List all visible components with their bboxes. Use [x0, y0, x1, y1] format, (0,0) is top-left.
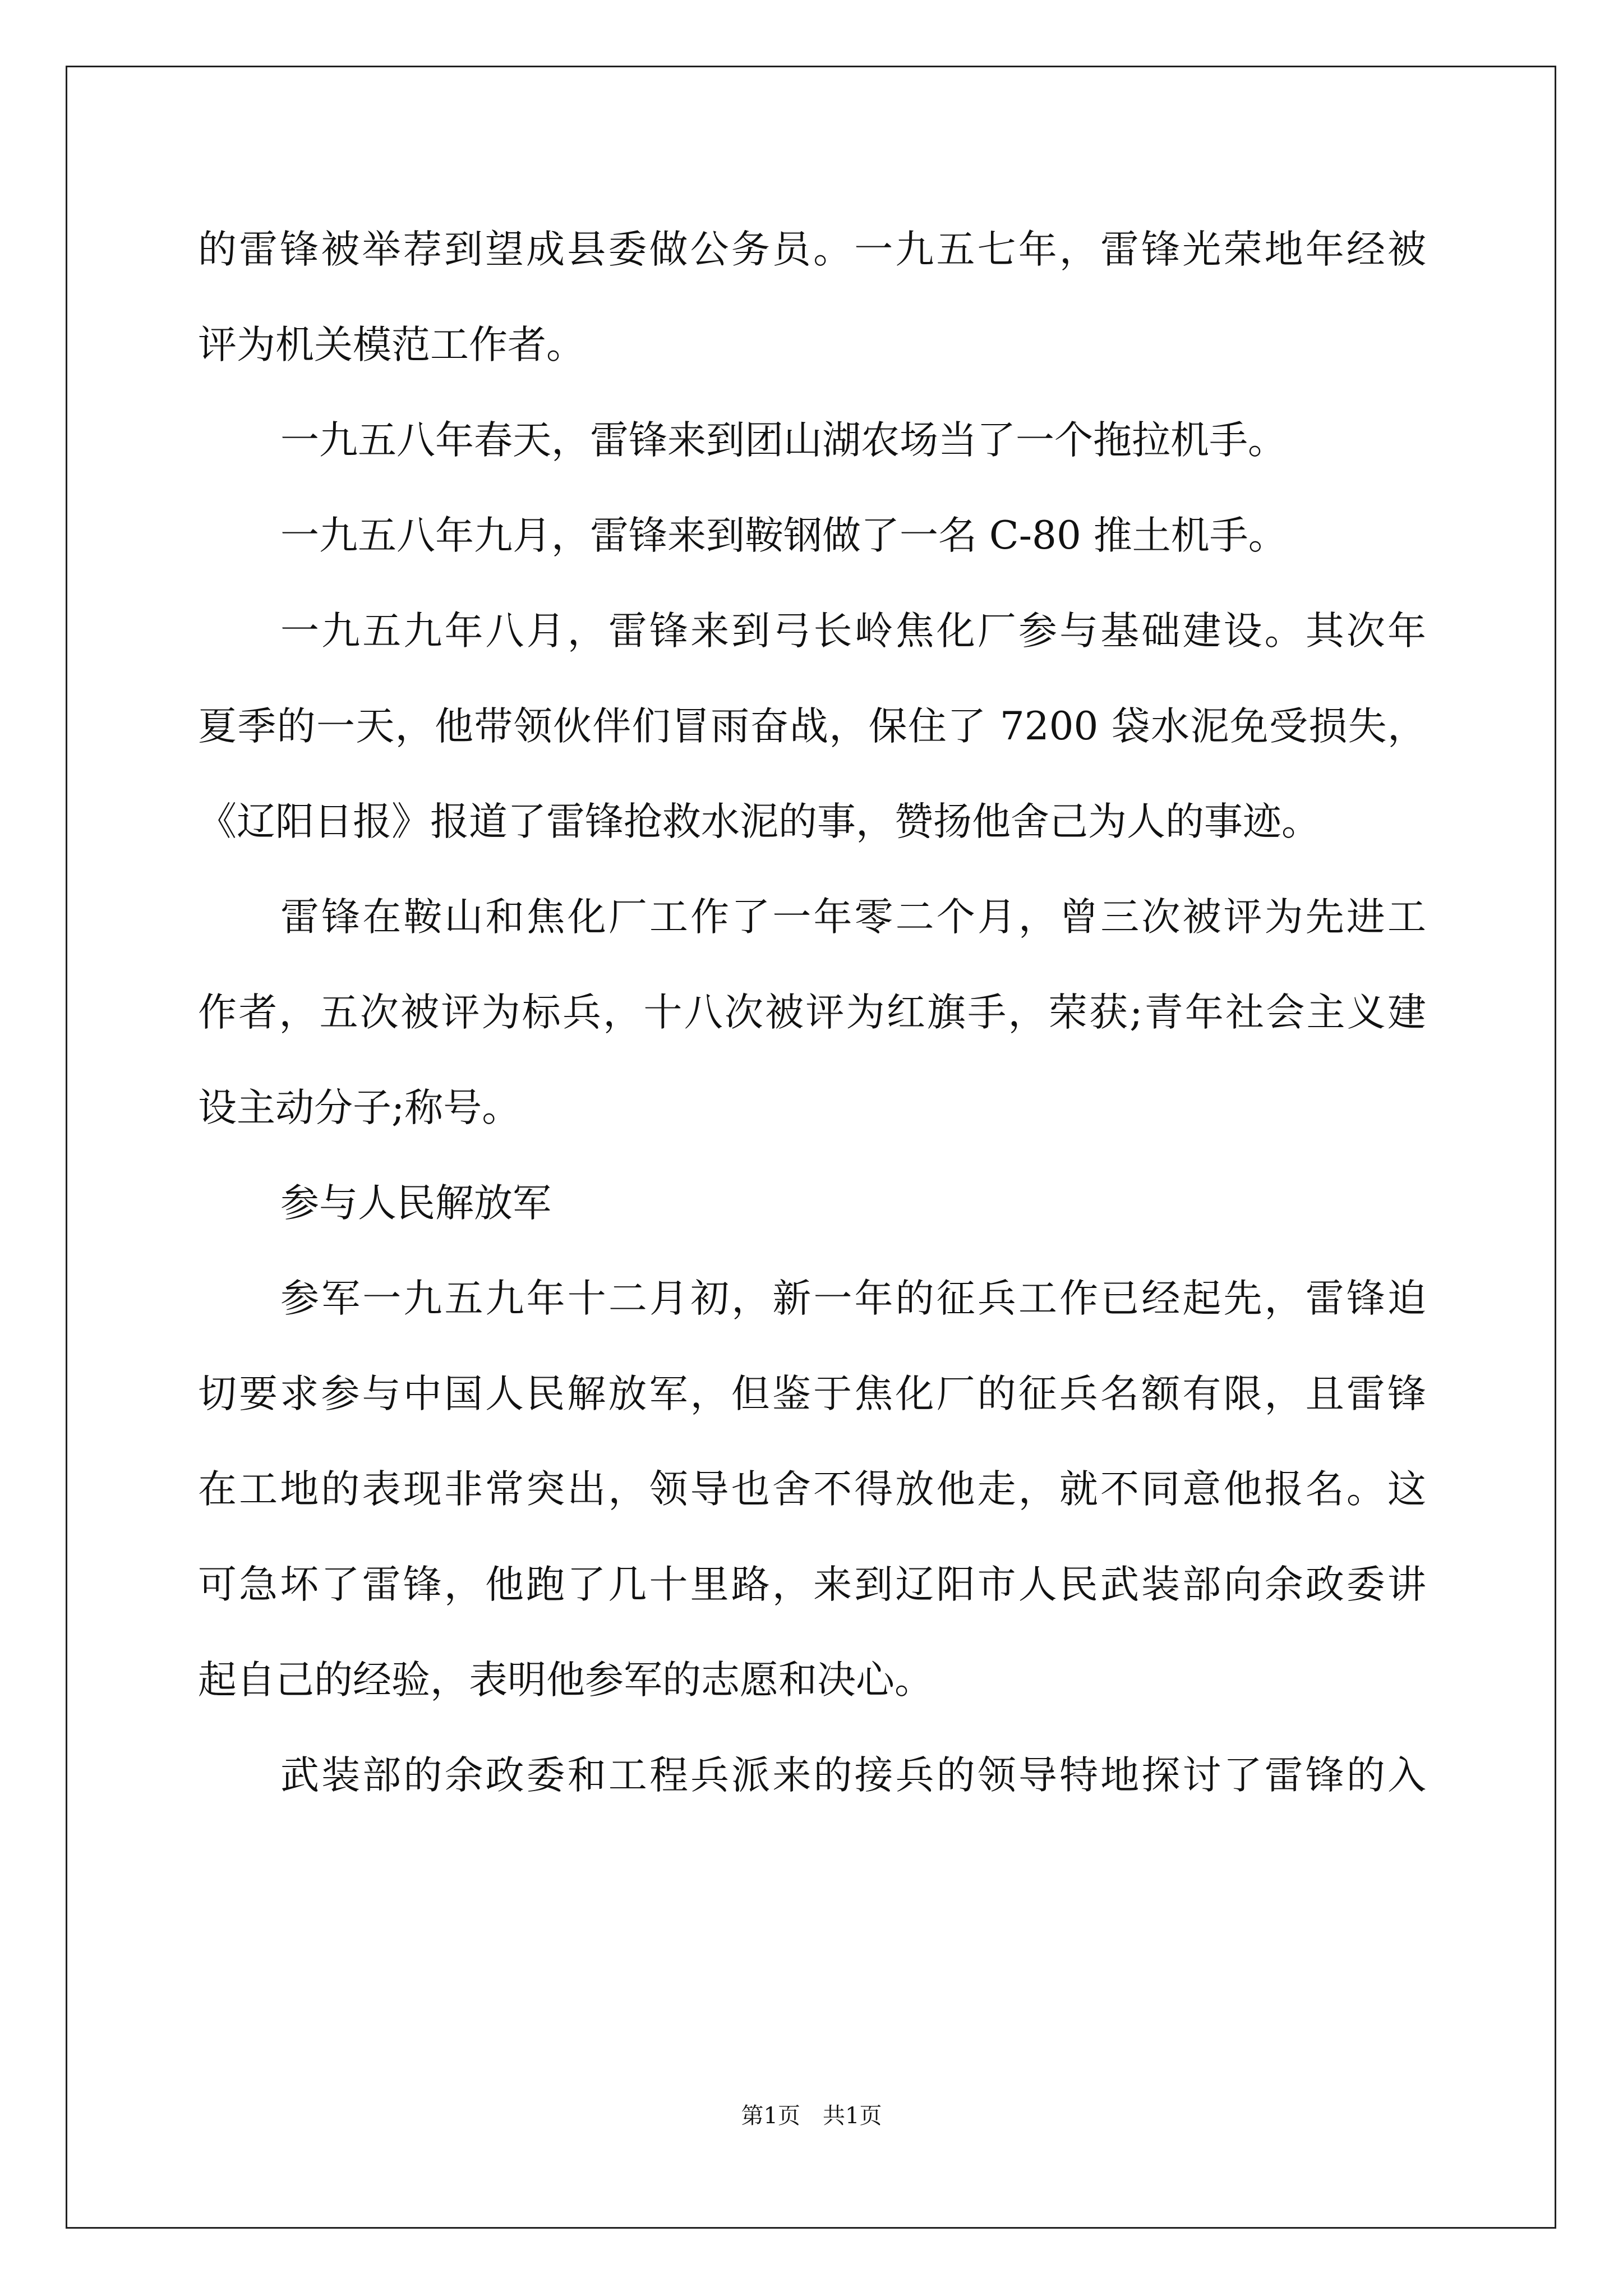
text-line: 起自己的经验，表明他参军的志愿和决心。: [198, 1658, 933, 1703]
section-heading: 参与人民解放军: [280, 1181, 551, 1226]
text-line: 夏季的一天，他带领伙伴们冒雨奋战，保住了 7200 袋水泥免受损失，: [198, 704, 1426, 749]
page-footer: [0, 2098, 1623, 2130]
document-body: [198, 202, 1426, 1823]
text-line: 一九五九年八月，雷锋来到弓长岭焦化厂参与基础建设。其次年: [280, 609, 1426, 654]
text-line: 一九五八年九月，雷锋来到鞍钢做了一名 C-80 推土机手。: [280, 513, 1287, 558]
text-line: 雷锋在鞍山和焦化厂工作了一年零二个月，曾三次被评为先进工: [280, 895, 1426, 940]
text-line: 设主动分子;称号。: [198, 1085, 521, 1130]
text-line: 《辽阳日报》报道了雷锋抢救水泥的事，赞扬他舍己为人的事迹。: [198, 799, 1320, 844]
text-line: 武装部的余政委和工程兵派来的接兵的领导特地探讨了雷锋的入: [280, 1753, 1426, 1798]
text-line: 作者，五次被评为标兵，十八次被评为红旗手，荣获;青年社会主义建: [198, 990, 1426, 1035]
text-line: 评为机关模范工作者。: [198, 323, 585, 367]
text-line: 可急坏了雷锋，他跑了几十里路，来到辽阳市人民武装部向余政委讲: [198, 1562, 1426, 1607]
text-line: 一九五八年春天，雷锋来到团山湖农场当了一个拖拉机手。: [280, 418, 1287, 463]
text-line: 的雷锋被举荐到望成县委做公务员。一九五七年，雷锋光荣地年经被: [198, 227, 1426, 272]
text-line: 在工地的表现非常突出，领导也舍不得放他走，就不同意他报名。这: [198, 1467, 1426, 1512]
page-number: 第1页: [741, 2103, 800, 2129]
text-line: 切要求参与中国人民解放军，但鉴于焦化厂的征兵名额有限，且雷锋: [198, 1372, 1426, 1416]
page-total: 共1页: [823, 2103, 882, 2129]
text-line: 参军一九五九年十二月初，新一年的征兵工作已经起先，雷锋迫: [280, 1276, 1426, 1321]
